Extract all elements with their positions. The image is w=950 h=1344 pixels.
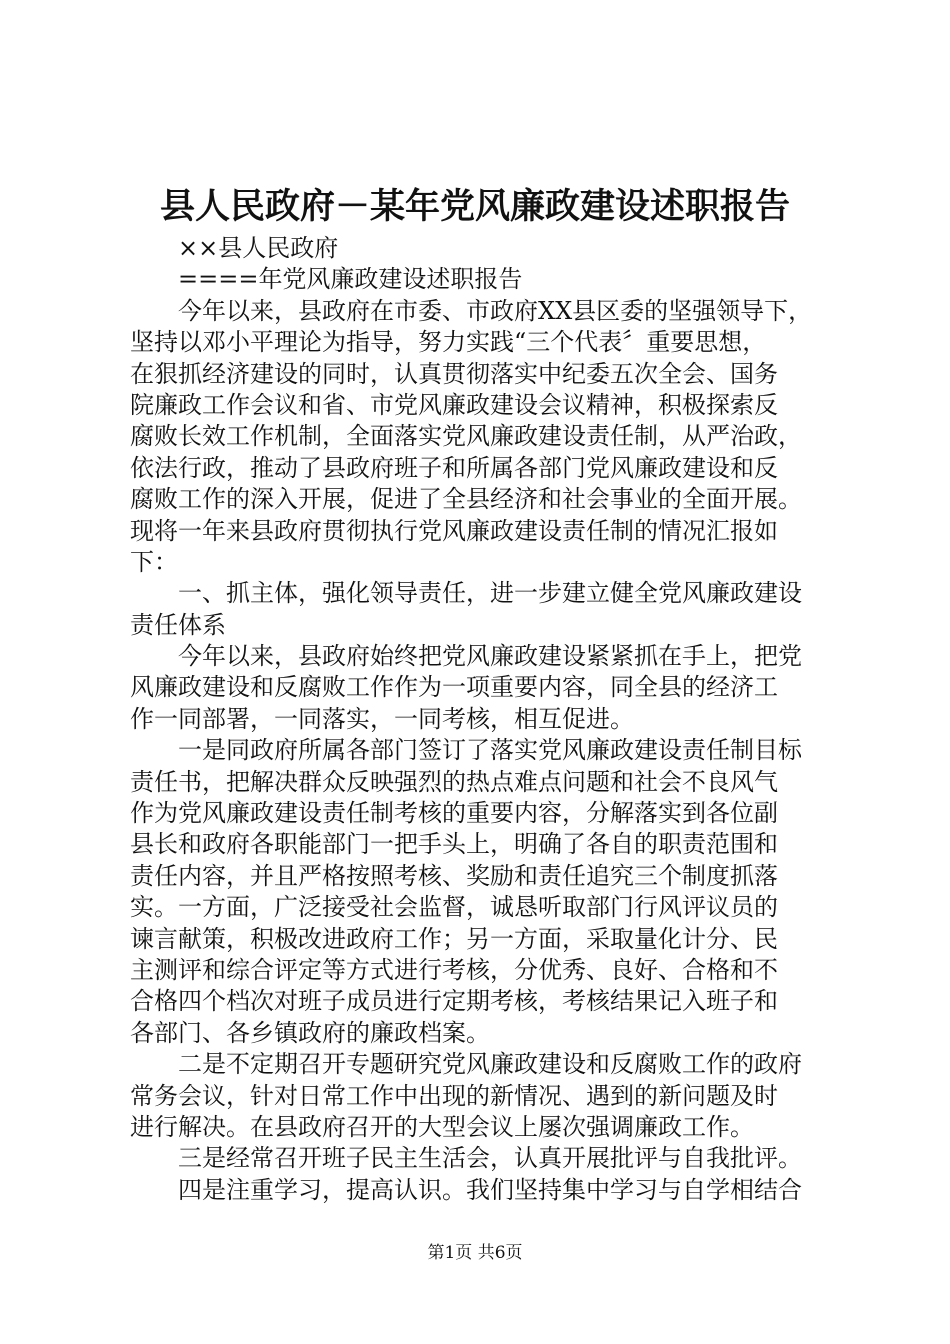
paragraph-line: 三是经常召开班子民主生活会，认真开展批评与自我批评。 [178, 1144, 802, 1173]
paragraph-line: 今年以来，县政府在市委、市政府XX县区委的坚强领导下， [178, 296, 813, 325]
paragraph-line: 现将一年来县政府贯彻执行党风廉政建设责任制的情况汇报如 [130, 516, 778, 545]
paragraph-line: 责任内容，并且严格按照考核、奖励和责任追究三个制度抓落 [130, 861, 778, 890]
paragraph-line: 院廉政工作会议和省、市党风廉政建设会议精神，积极探索反 [130, 390, 778, 419]
paragraph-line: 作为党风廉政建设责任制考核的重要内容，分解落实到各位副 [130, 799, 778, 828]
paragraph-line: 下： [130, 547, 178, 576]
paragraph-line: 常务会议，针对日常工作中出现的新情况、遇到的新问题及时 [130, 1081, 778, 1110]
paragraph-line: 责任书，把解决群众反映强烈的热点难点问题和社会不良风气 [130, 767, 778, 796]
paragraph-line: 风廉政建设和反腐败工作作为一项重要内容，同全县的经济工 [130, 673, 778, 702]
paragraph-line: 实。一方面，广泛接受社会监督，诚恳听取部门行风评议员的 [130, 893, 778, 922]
issuer-line: ××县人民政府 [178, 234, 339, 262]
paragraph-line: 二是不定期召开专题研究党风廉政建设和反腐败工作的政府 [178, 1050, 802, 1079]
page-number-footer: 第1页 共6页 [427, 1243, 523, 1263]
paragraph-line: 谏言献策，积极改进政府工作；另一方面，采取量化计分、民 [130, 924, 778, 953]
report-subtitle-line: ====年党风廉政建设述职报告 [178, 265, 523, 294]
paragraph-line: 各部门、各乡镇政府的廉政档案。 [130, 1018, 490, 1047]
document-title: 县人民政府－某年党风廉政建设述职报告 [159, 186, 790, 227]
paragraph-line: 县长和政府各职能部门一把手头上，明确了各自的职责范围和 [130, 830, 778, 859]
paragraph-line: 进行解决。在县政府召开的大型会议上屡次强调廉政工作。 [130, 1112, 754, 1141]
paragraph-line: 合格四个档次对班子成员进行定期考核，考核结果记入班子和 [130, 987, 778, 1016]
paragraph-line: 四是注重学习，提高认识。我们坚持集中学习与自学相结合 [178, 1175, 802, 1204]
section-heading-line: 责任体系 [130, 610, 226, 639]
paragraph-line: 坚持以邓小平理论为指导，努力实践“三个代表〞重要思想， [130, 328, 767, 357]
section-heading-line: 一、抓主体，强化领导责任，进一步建立健全党风廉政建设 [178, 579, 802, 608]
document-body [130, 233, 834, 1206]
paragraph-line: 依法行政，推动了县政府班子和所属各部门党风廉政建设和反 [130, 453, 778, 482]
paragraph-line: 在狠抓经济建设的同时，认真贯彻落实中纪委五次全会、国务 [130, 359, 778, 388]
paragraph-line: 一是同政府所属各部门签订了落实党风廉政建设责任制目标 [178, 736, 802, 765]
paragraph-line: 作一同部署，一同落实，一同考核，相互促进。 [130, 704, 634, 733]
paragraph-line: 今年以来，县政府始终把党风廉政建设紧紧抓在手上，把党 [178, 642, 802, 671]
paragraph-line: 主测评和综合评定等方式进行考核，分优秀、良好、合格和不 [130, 955, 778, 984]
paragraph-line: 腐败工作的深入开展，促进了全县经济和社会事业的全面开展。 [130, 485, 802, 514]
paragraph-line: 腐败长效工作机制，全面落实党风廉政建设责任制，从严治政， [130, 422, 802, 451]
